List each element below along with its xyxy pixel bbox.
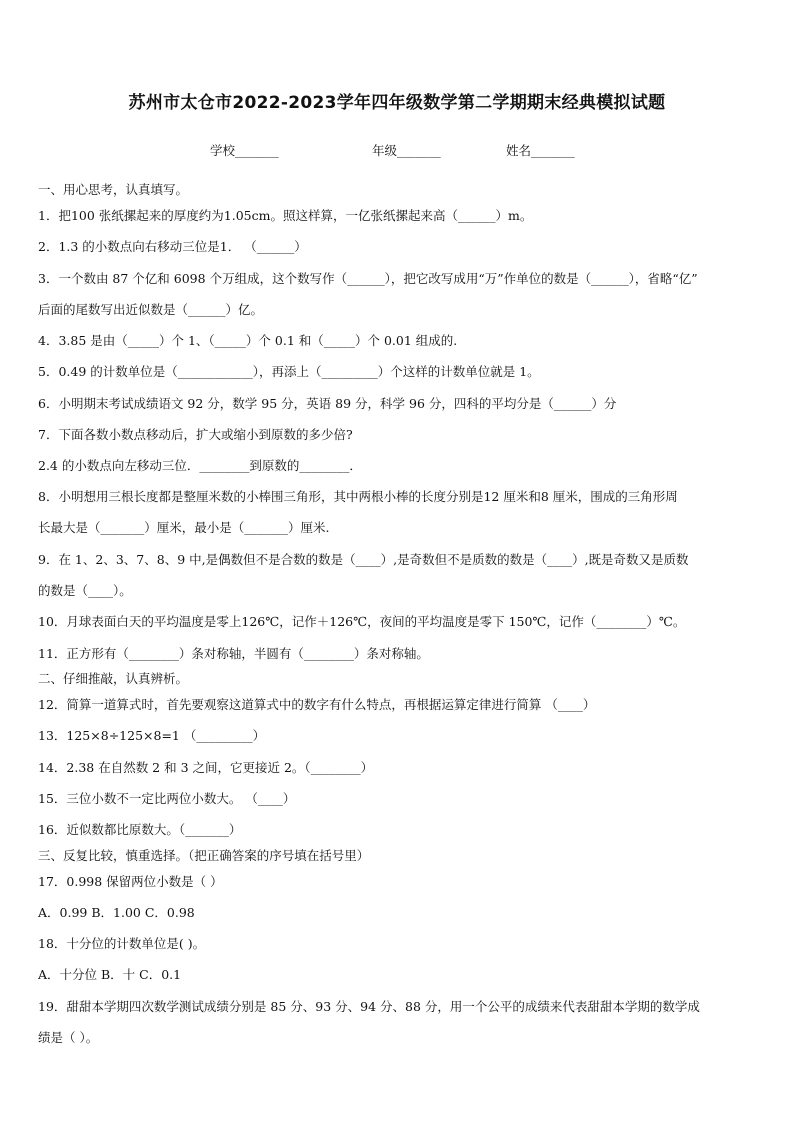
question-14: 14．2.38 在自然数 2 和 3 之间，它更接近 2。（________） bbox=[38, 760, 374, 775]
student-info-row bbox=[0, 141, 794, 161]
question-4: 4．3.85 是由（_____）个 1、（_____）个 0.1 和（_____）个 0.01 组成的. bbox=[38, 333, 458, 348]
question-18-options: A．十分位 B．十 C．0.1 bbox=[38, 967, 182, 982]
question-3: 3．一个数由 87 个亿和 6098 个万组成，这个数写作（______），把它改写成用“万”作单位的数是（______），省略“亿” bbox=[38, 271, 698, 286]
name-field: 姓名_______ bbox=[506, 143, 575, 158]
grade-field: 年级_______ bbox=[372, 143, 441, 158]
question-6: 6．小明期末考试成绩语文 92 分，数学 95 分，英语 89 分，科学 96 分，四科的平均分是（______）分 bbox=[38, 396, 617, 411]
question-13: 13．125×8÷125×8=1 （_________） bbox=[38, 728, 266, 743]
question-9: 9．在 1、2、3、7、8、9 中,是偶数但不是合数的数是（____）,是奇数但不是质数的数是（____）,既是奇数又是质数 bbox=[38, 552, 689, 567]
question-5: 5．0.49 的计数单位是（____________），再添上（_________）个这样的计数单位就是 1。 bbox=[38, 364, 540, 379]
question-19: 19．甜甜本学期四次数学测试成绩分别是 85 分、93 分、94 分、88 分，用一个公平的成绩来代表甜甜本学期的数学成 bbox=[38, 999, 700, 1014]
school-field: 学校_______ bbox=[210, 143, 279, 158]
question-16: 16．近似数都比原数大。（_______） bbox=[38, 822, 242, 837]
question-8-cont: 长最大是（_______）厘米，最小是（_______）厘米. bbox=[38, 520, 330, 535]
question-3-cont: 后面的尾数写出近似数是（______）亿。 bbox=[38, 302, 264, 317]
question-17-options: A．0.99 B．1.00 C．0.98 bbox=[38, 905, 195, 920]
section-heading-2: 二、仔细推敲，认真辨析。 bbox=[38, 671, 189, 686]
question-10: 10．月球表面白天的平均温度是零上126℃，记作＋126℃，夜间的平均温度是零下 150℃，记作（________）℃。 bbox=[38, 614, 686, 629]
question-19-cont: 绩是（ ）。 bbox=[38, 1030, 99, 1045]
question-12: 12．简算一道算式时，首先要观察这道算式中的数字有什么特点，再根据运算定律进行简算 （____） bbox=[38, 697, 596, 712]
question-2: 2．1.3 的小数点向右移动三位是1． （______） bbox=[38, 239, 307, 254]
question-9-cont: 的数是（____）。 bbox=[38, 583, 132, 598]
question-7-item: 2.4 的小数点向左移动三位．________到原数的________． bbox=[38, 458, 362, 473]
question-8: 8．小明想用三根长度都是整厘米数的小棒围三角形，其中两根小棒的长度分别是12 厘米和8 厘米，围成的三角形周 bbox=[38, 489, 678, 504]
question-18: 18．十分位的计数单位是( )。 bbox=[38, 936, 206, 951]
question-11: 11．正方形有（________）条对称轴，半圆有（________）条对称轴。 bbox=[38, 646, 429, 661]
page-title: 苏州市太仓市2022-2023学年四年级数学第二学期期末经典模拟试题 bbox=[128, 93, 666, 113]
question-7: 7．下面各数小数点移动后，扩大或缩小到原数的多少倍? bbox=[38, 427, 353, 442]
question-1: 1．把100 张纸摞起来的厚度约为1.05cm。照这样算，一亿张纸摞起来高（______）m。 bbox=[38, 208, 533, 223]
section-heading-1: 一、用心思考，认真填写。 bbox=[38, 182, 189, 197]
question-15: 15．三位小数不一定比两位小数大。 （____） bbox=[38, 791, 296, 806]
section-heading-3: 三、反复比较，慎重选择。（把正确答案的序号填在括号里） bbox=[38, 848, 370, 863]
question-17: 17．0.998 保留两位小数是（ ） bbox=[38, 874, 223, 889]
